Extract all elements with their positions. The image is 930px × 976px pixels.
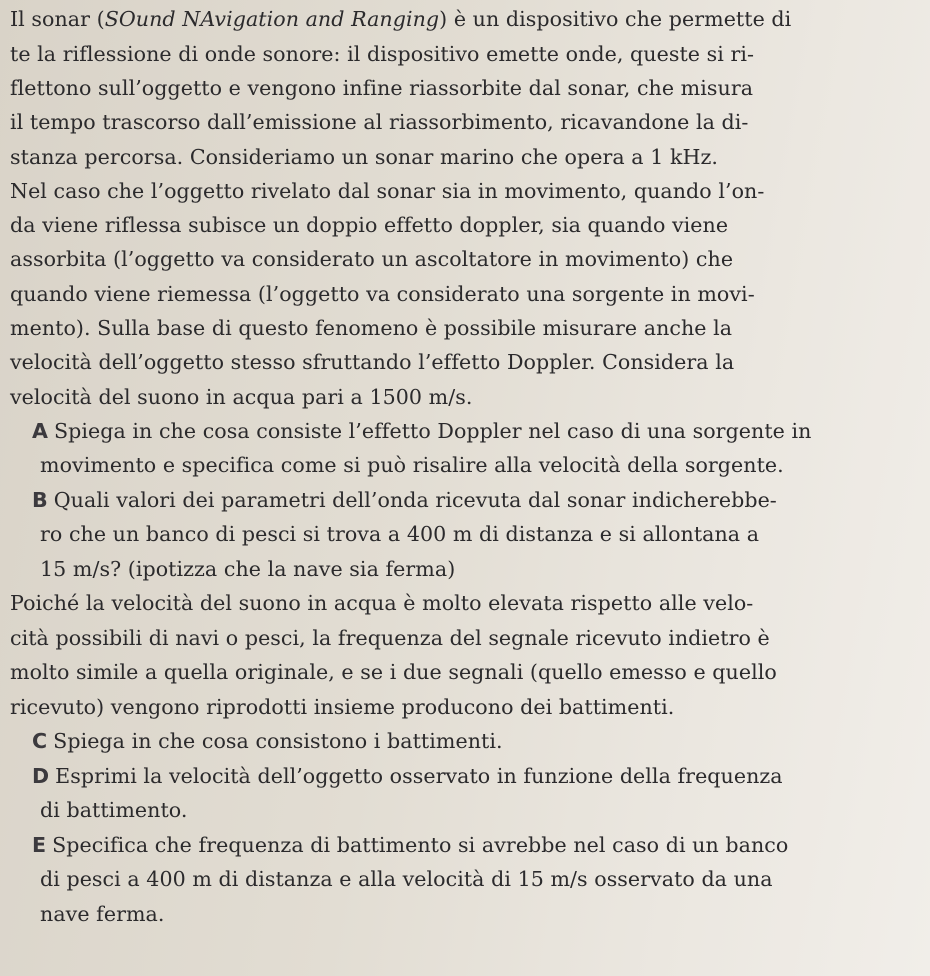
question-a-letter: A <box>32 419 48 443</box>
intro-line-2: te la riflessione di onde sonore: il dispositivo emette onde, queste si ri- <box>10 42 754 66</box>
intro-line-8: assorbita (l’oggetto va considerato un ascoltatore in movimento) che <box>10 247 734 271</box>
question-b-line-2: ro che un banco di pesci si trova a 400 m di distanza e si allontana a <box>40 522 760 546</box>
question-c-letter: C <box>32 729 48 753</box>
question-b-line-1 <box>32 487 777 513</box>
question-d-line-1 <box>32 763 783 789</box>
question-d-letter: D <box>32 764 50 788</box>
question-b-letter: B <box>32 488 48 512</box>
question-a-text-1: Spiega in che cosa consiste l’effetto Doppler nel caso di una sorgente in <box>54 419 812 443</box>
intro-line-9: quando viene riemessa (l’oggetto va considerato una sorgente in movi- <box>10 282 755 306</box>
question-b-text-1: Quali valori dei parametri dell’onda ricevuta dal sonar indicherebbe- <box>53 488 777 512</box>
question-e-letter: E <box>32 833 47 857</box>
question-c-text-1: Spiega in che cosa consistono i battimenti. <box>53 729 503 753</box>
middle-line-4: ricevuto) vengono riprodotti insieme producono dei battimenti. <box>10 695 675 719</box>
question-e-line-1 <box>32 832 788 858</box>
question-b-line-3: 15 m/s? (ipotizza che la nave sia ferma) <box>40 557 456 581</box>
intro-line-7: da viene riflessa subisce un doppio effetto doppler, sia quando viene <box>10 213 729 237</box>
intro-line-12: velocità del suono in acqua pari a 1500 m/s. <box>10 385 473 409</box>
question-c-line-1 <box>32 728 503 754</box>
sonar-acronym: SOund NAvigation and Ranging <box>104 7 440 31</box>
intro-line-6: Nel caso che l’oggetto rivelato dal sonar sia in movimento, quando l’on- <box>10 179 765 203</box>
question-d-line-2: di battimento. <box>40 798 188 822</box>
intro-line-1 <box>10 6 791 32</box>
question-a-line-2: movimento e specifica come si può risalire alla velocità della sorgente. <box>40 453 784 477</box>
question-e-text-1: Specifica che frequenza di battimento si avrebbe nel caso di un banco <box>52 833 789 857</box>
intro-line-5: stanza percorsa. Consideriamo un sonar marino che opera a 1 kHz. <box>10 145 719 169</box>
intro-line-1-post: ) è un dispositivo che permette di <box>439 7 792 31</box>
middle-line-1: Poiché la velocità del suono in acqua è molto elevata rispetto alle velo- <box>10 591 754 615</box>
intro-line-10: mento). Sulla base di questo fenomeno è possibile misurare anche la <box>10 316 733 340</box>
intro-line-4: il tempo trascorso dall’emissione al riassorbimento, ricavandone la di- <box>10 110 749 134</box>
question-d-text-1: Esprimi la velocità dell’oggetto osservato in funzione della frequenza <box>55 764 783 788</box>
intro-line-3: flettono sull’oggetto e vengono infine riassorbite dal sonar, che misura <box>10 76 754 100</box>
intro-line-1-pre: Il sonar ( <box>10 7 105 31</box>
question-e-line-3: nave ferma. <box>40 902 165 926</box>
question-e-line-2: di pesci a 400 m di distanza e alla velocità di 15 m/s osservato da una <box>40 867 773 891</box>
middle-line-3: molto simile a quella originale, e se i due segnali (quello emesso e quello <box>10 660 777 684</box>
intro-line-11: velocità dell’oggetto stesso sfruttando l’effetto Doppler. Considera la <box>10 350 735 374</box>
question-a-line-1 <box>32 418 811 444</box>
middle-line-2: cità possibili di navi o pesci, la frequenza del segnale ricevuto indietro è <box>10 626 770 650</box>
